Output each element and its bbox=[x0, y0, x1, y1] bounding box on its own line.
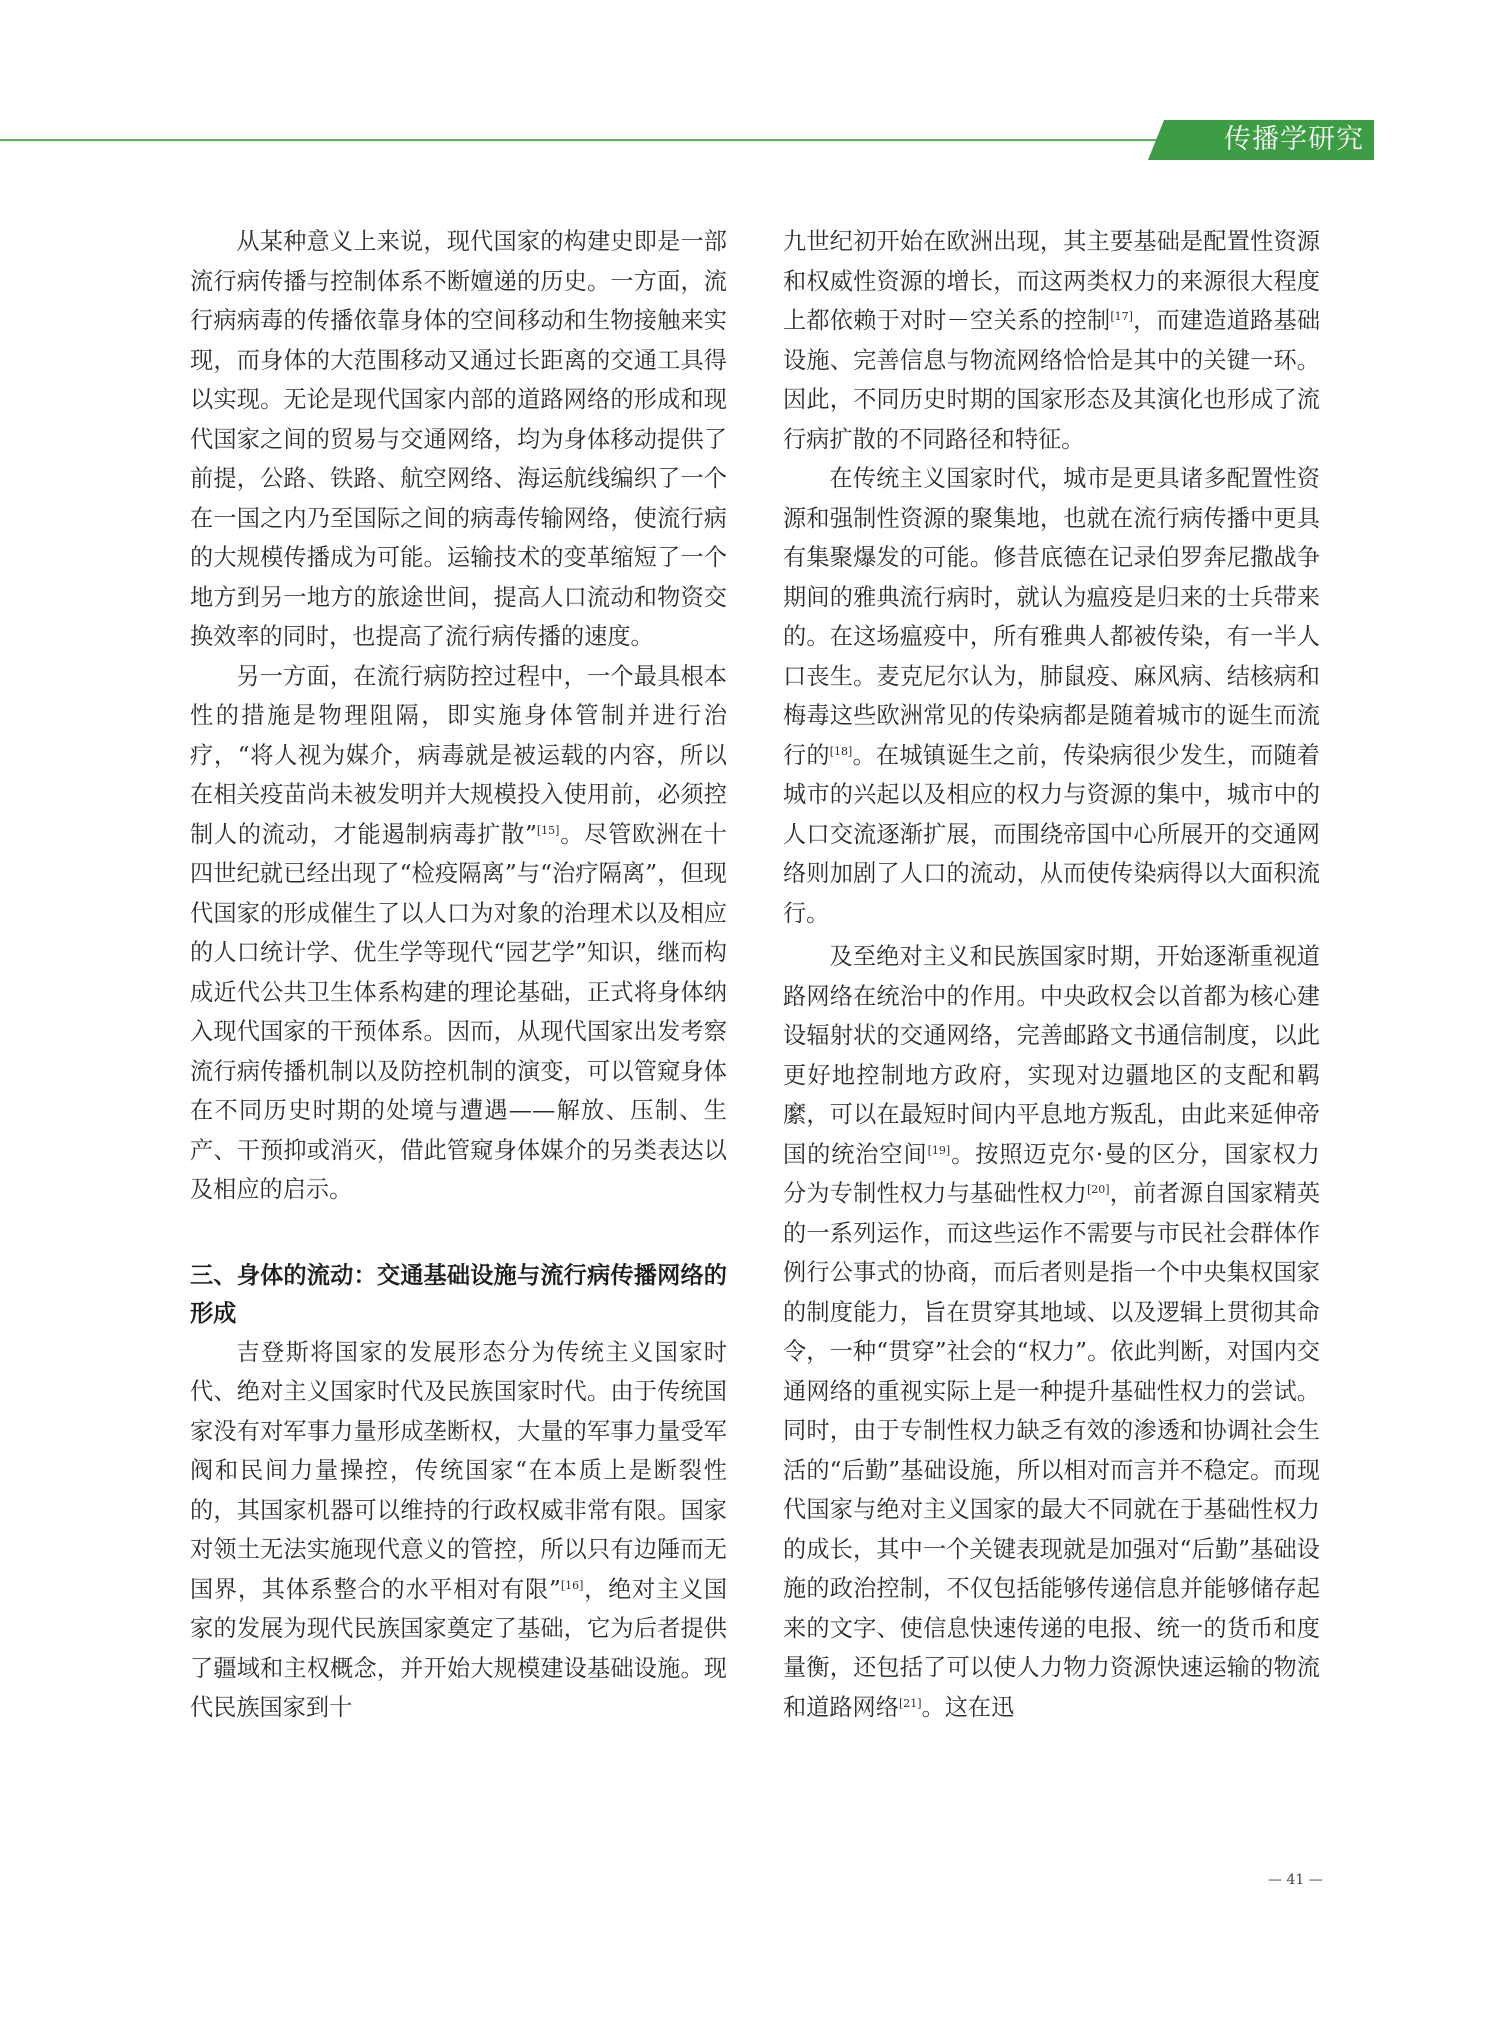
citation-ref: [17] bbox=[1110, 310, 1133, 323]
page-number: — 41 — bbox=[1268, 1872, 1323, 1888]
paragraph: 另一方面，在流行病防控过程中，一个最具根本性的措施是物理阻隔，即实施身体管制并进行治疗，“将人视为媒介，病毒就是被运载的内容，所以在相关疫苗尚未被发明并大规模投入使用前，必须控制人的流动，才能遏制病毒扩散”[15]。尽管欧洲在十四世纪就已经出现了“检疫隔离”与“治疗隔离”，但现代国家的形成催生了以人口为对象的治理术以及相应的人口统计学、优生学等现代“园艺学”知识，继而构成近代公共卫生体系构建的理论基础，正式将身体纳入现代国家的干预体系。因而，从现代国家出发考察流行病传播机制以及防控机制的演变，可以管窥身体在不同历史时期的处境与遭遇——解放、压制、生产、干预抑或消灭，借此管窥身体媒介的另类表达以及相应的启示。 bbox=[190, 662, 727, 1203]
paragraph: 及至绝对主义和民族国家时期，开始逐渐重视道路网络在统治中的作用。中央政权会以首都为核心建设辐射状的交通网络，完善邮路文书通信制度，以此更好地控制地方政府，实现对边疆地区的支配和羁縻，可以在最短时间内平息地方叛乱，由此来延伸帝国的统治空间[19]。按照迈克尔·曼的区分，国家权力分为专制性权力与基础性权力[20]，前者源自国家精英的一系列运作，而这些运作不需要与市民社会群体作例行公事式的协商，而后者则是指一个中央集权国家的制度能力，旨在贯穿其地域、以及逻辑上贯彻其命令，一种“贯穿”社会的“权力”。依此判断，对国内交通网络的重视实际上是一种提升基础性权力的尝试。同时，由于专制性权力缺乏有效的渗透和协调社会生活的“后勤”基础设施，所以相对而言并不稳定。而现代国家与绝对主义国家的最大不同就在于基础性权力的成长，其中一个关键表现就是加强对“后勤”基础设施的政治控制，不仅包括能够传递信息并能够储存起来的文字、使信息快速传递的电报、统一的货币和度量衡，还包括了可以使人力物力资源快速运输的物流和道路网络[21]。这在迅 bbox=[783, 943, 1321, 1721]
paragraph: 在传统主义国家时代，城市是更具诸多配置性资源和强制性资源的聚集地，也就在流行病传播中更具有集聚爆发的可能。修昔底德在记录伯罗奔尼撒战争期间的雅典流行病时，就认为瘟疫是归来的士兵带来的。在这场瘟疫中，所有雅典人都被传染，有一半人口丧生。麦克尼尔认为，肺鼠疫、麻风病、结核病和梅毒这些欧洲常见的传染病都是随着城市的诞生而流行的[18]。在城镇诞生之前，传染病很少发生，而随着城市的兴起以及相应的权力与资源的集中，城市中的人口交流逐渐扩展，而围绕帝国中心所展开的交通网络则加剧了人口的流动，从而使传染病得以大面积流行。 bbox=[783, 465, 1320, 927]
paragraph: 从某种意义上来说，现代国家的构建史即是一部流行病传播与控制体系不断嬗递的历史。一方面，流行病病毒的传播依靠身体的空间移动和生物接触来实现，而身体的大范围移动又通过长距离的交通工具得以实现。无论是现代国家内部的道路网络的形成和现代国家之间的贸易与交通网络，均为身体移动提供了前提，公路、铁路、航空网络、海运航线编织了一个在一国之内乃至国际之间的病毒传输网络，使流行病的大规模传播成为可能。运输技术的变革缩短了一个地方到另一地方的旅途世间，提高人口流动和物资交换效率的同时，也提高了流行病传播的速度。 bbox=[190, 228, 727, 650]
header-rule bbox=[0, 139, 1330, 141]
section-heading: 三、身体的流动：交通基础设施与流行病传播网络的形成 bbox=[190, 1261, 727, 1327]
citation-ref: [20] bbox=[1086, 1183, 1110, 1196]
citation-ref: [16] bbox=[560, 1578, 584, 1592]
right-column bbox=[783, 222, 1320, 1727]
journal-section-title: 传播学研究 bbox=[1224, 124, 1364, 155]
paragraph: 九世纪初开始在欧洲出现，其主要基础是配置性资源和权威性资源的增长，而这两类权力的来源很大程度上都依赖于对时－空关系的控制[17]，而建造道路基础设施、完善信息与物流网络恰恰是其中的关键一环。因此，不同历史时期的国家形态及其演化也形成了流行病扩散的不同路径和特征。 bbox=[783, 228, 1321, 453]
paragraph: 吉登斯将国家的发展形态分为传统主义国家时代、绝对主义国家时代及民族国家时代。由于传统国家没有对军事力量形成垄断权，大量的军事力量受军阀和民间力量操控，传统国家“在本质上是断裂性的，其国家机器可以维持的行政权威非常有限。国家对领土无法实施现代意义的管控，所以只有边陲而无国界，其体系整合的水平相对有限”[16]，绝对主义国家的发展为现代民族国家奠定了基础，它为后者提供了疆域和主权概念，并开始大规模建设基础设施。现代民族国家到十 bbox=[190, 1338, 728, 1721]
left-column bbox=[190, 222, 727, 1728]
citation-ref: [19] bbox=[927, 1143, 951, 1157]
citation-ref: [21] bbox=[898, 1696, 922, 1710]
citation-ref: [15] bbox=[536, 823, 560, 837]
citation-ref: [18] bbox=[829, 744, 853, 758]
